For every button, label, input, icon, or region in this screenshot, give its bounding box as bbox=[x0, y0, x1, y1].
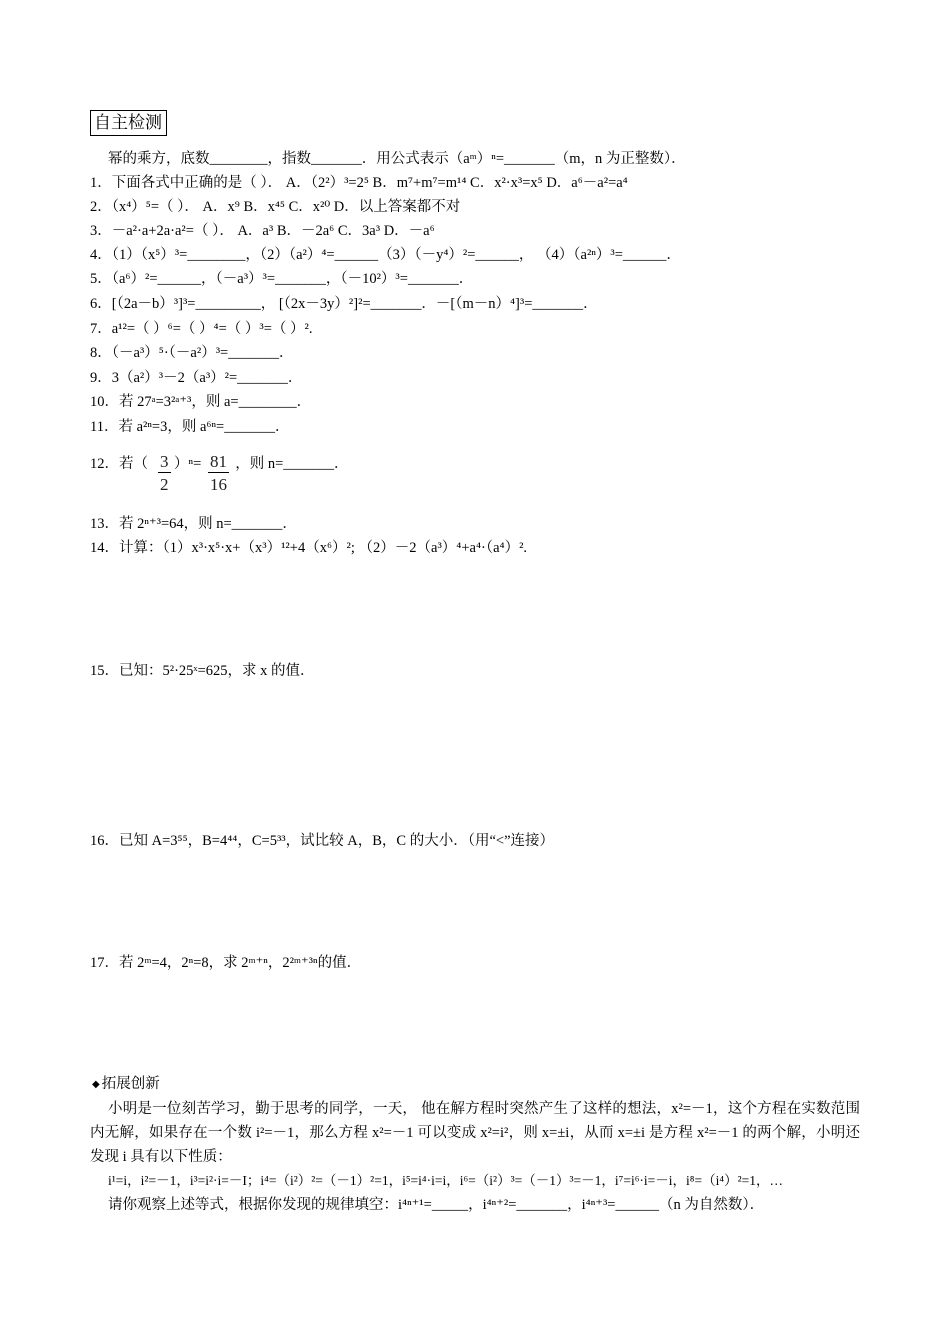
fraction-3-over-2 bbox=[158, 452, 171, 495]
extension-properties: i¹=i，i²=－1，i³=i²·i=－I；i⁴=（i²）²=（－1）²=1，i⁵=i⁴·i=i，i⁶=（i²）³=（－1）³=－1，i⁷=i⁶·i=－i，i⁸=（i⁴）²=1，… bbox=[108, 1173, 783, 1188]
fraction-numerator: 81 bbox=[210, 452, 227, 471]
extension-title bbox=[92, 1075, 160, 1095]
diamond-icon: ◆ bbox=[92, 1079, 100, 1090]
intro-line: 幂的乘方，底数________，指数_______．用公式表示（aᵐ）ⁿ=_______（m，n 为正整数）． bbox=[108, 151, 686, 167]
question-3: 3．－a²·a+2a·a²=（ ）． A．a³ B．－2a⁶ C．3a³ D．－a⁶ bbox=[90, 223, 435, 239]
fraction-denominator: 2 bbox=[160, 475, 169, 494]
question-2: 2．（x⁴）⁵=（ ）． A．x⁹ B．x⁴⁵ C．x²⁰ D．以上答案都不对 bbox=[90, 199, 461, 215]
q12-prefix: 12．若（ bbox=[90, 456, 148, 472]
fraction-81-over-16 bbox=[208, 452, 229, 495]
fraction-denominator: 16 bbox=[210, 475, 227, 494]
question-9: 9．3（a²）³－2（a³）²=_______． bbox=[90, 370, 303, 386]
question-8: 8．（－a³）⁵·（－a²）³=_______． bbox=[90, 345, 294, 361]
fraction-numerator: 3 bbox=[160, 452, 169, 471]
question-16: 16．已知 A=3⁵⁵，B=4⁴⁴，C=5³³，试比较 A，B，C 的大小．（用“<”连接） bbox=[90, 833, 554, 849]
question-7: 7．a¹²=（ ）⁶=（ ）⁴=（ ）³=（ ）². bbox=[90, 321, 313, 337]
question-6: 6．[（2a－b）³]³=_________， [（2x－3y）²]²=_______．－[（m－n）⁴]³=_______． bbox=[90, 296, 598, 312]
question-13: 13．若 2ⁿ⁺³=64，则 n=_______． bbox=[90, 516, 297, 532]
question-10: 10．若 27ᵃ=3²ᵃ⁺³，则 a=________． bbox=[90, 394, 312, 410]
question-11: 11．若 a²ⁿ=3，则 a⁶ⁿ=_______． bbox=[90, 419, 290, 435]
question-14: 14．计算：（1）x³·x⁵·x+（x³）¹²+4（x⁶）²; （2）－2（a³）⁴+a⁴·（a⁴）². bbox=[90, 540, 528, 556]
question-17: 17．若 2ᵐ=4，2ⁿ=8，求 2ᵐ⁺ⁿ，2²ᵐ⁺³ⁿ的值． bbox=[90, 955, 362, 971]
q12-mid: ）ⁿ= bbox=[174, 456, 202, 472]
extension-task: 请你观察上述等式，根据你发现的规律填空：i⁴ⁿ⁺¹=_____，i⁴ⁿ⁺²=_______，i⁴ⁿ⁺³=______（n 为自然数）． bbox=[108, 1197, 765, 1213]
extension-paragraph: 小明是一位刻苦学习，勤于思考的同学，一天， 他在解方程时突然产生了这样的想法，x²=－1，这个方程在实数范围内无解，如果存在一个数 i²=－1，那么方程 x²=－1 可以变成 x²=i²，则 x=±i，从而 x=±i 是方程 x²=－1 的两个解，小明还发现 i 具有以下性质： bbox=[90, 1101, 860, 1165]
question-5: 5．（a⁶）²=______，（－a³）³=_______，（－10²）³=_______． bbox=[90, 271, 474, 287]
question-1: 1．下面各式中正确的是（ ）． A．（2²）³=2⁵ B．m⁷+m⁷=m¹⁴ C．x²·x³=x⁵ D．a⁶－a²=a⁴ bbox=[90, 175, 628, 191]
section-title: 自主检测 bbox=[90, 110, 167, 136]
extension-title-text: 拓展创新 bbox=[101, 1076, 160, 1092]
q12-suffix: ，则 n=_______． bbox=[235, 456, 349, 472]
question-15: 15．已知：5²·25ˣ=625，求 x 的值． bbox=[90, 663, 315, 679]
question-4: 4．（1）（x⁵）³=________，（2）（a²）⁴=______（3）（－y⁴）²=______， （4）（a²ⁿ）³=______． bbox=[90, 247, 681, 263]
